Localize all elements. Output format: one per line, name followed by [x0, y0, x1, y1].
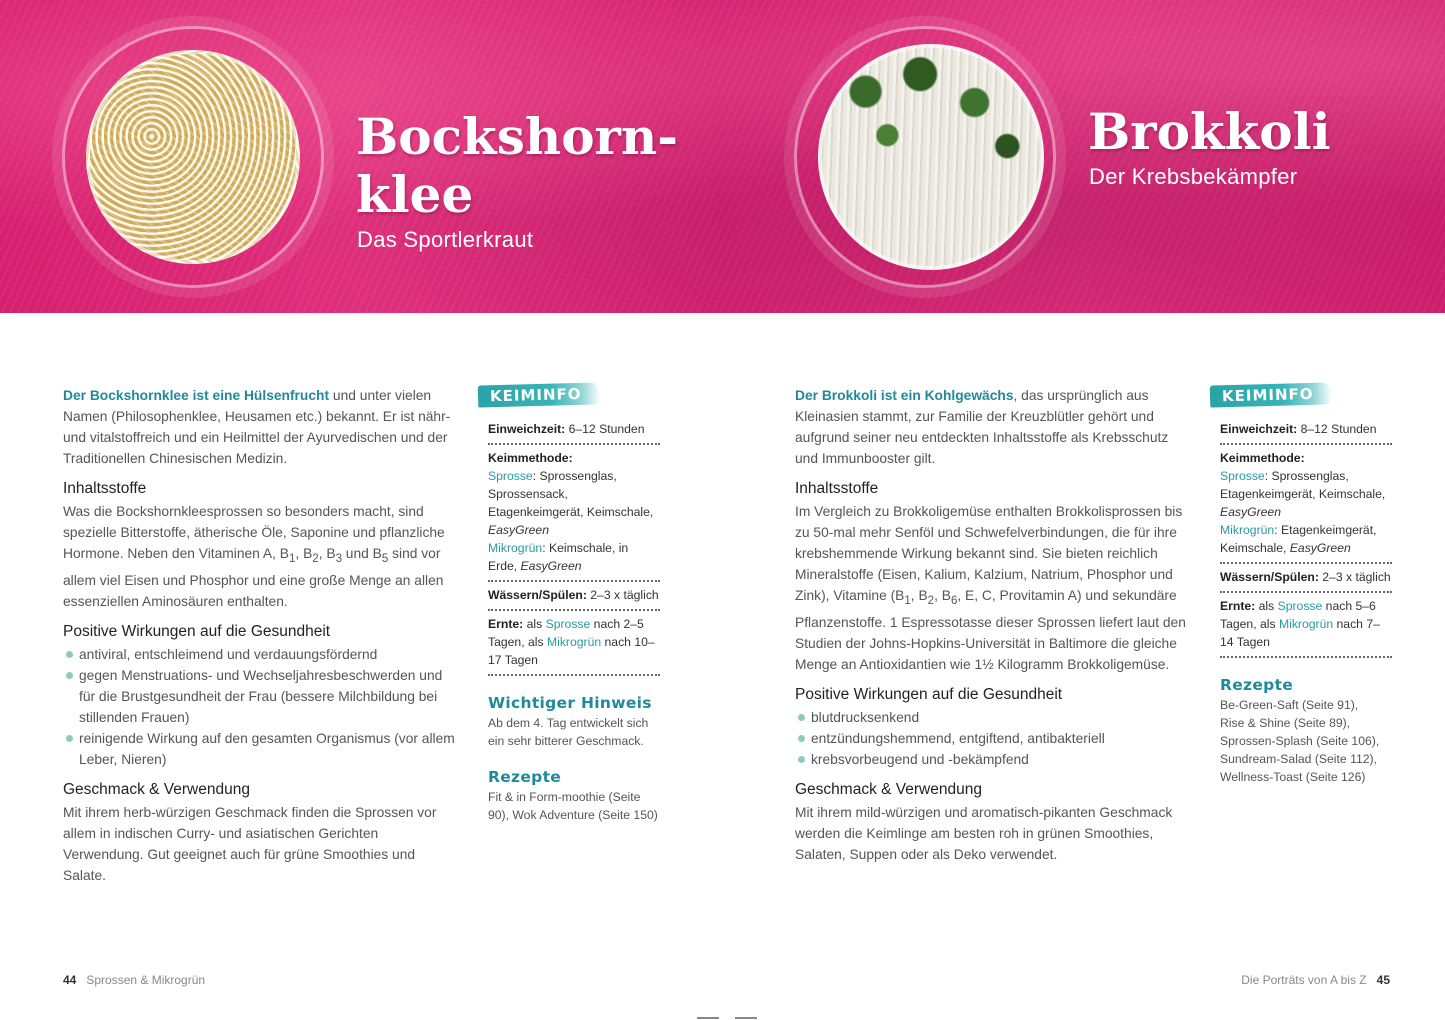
keiminfo-label: KEIMINFO [1210, 382, 1332, 407]
left-title: Bockshorn- klee [356, 107, 678, 224]
keiminfo-soak-row: Einweichzeit: 6–12 Stunden [488, 416, 660, 445]
keiminfo-method-row: Keimmethode: Sprosse: Sprossenglas, Sprossensack, Etagenkeimgerät, Keimschale, EasyGreen Mikrogrün: Keimschale, in Erde, EasyGreen [488, 445, 660, 582]
left-intro: Der Bockshornklee ist eine Hülsenfrucht und unter vielen Namen (Philosophenklee, Heusamen etc.) bekannt. Er ist nähr- und vitalstoffreich und ein Heilmittel der Ayurvedischen und der Traditionellen Chinesischen Medizin. [63, 388, 451, 466]
right-main-column [795, 385, 1187, 865]
left-recipes-title: Rezepte [488, 768, 562, 786]
keiminfo-label: KEIMINFO [478, 382, 600, 407]
right-ingredients-text: Im Vergleich zu Brokkoligemüse enthalten Brokkolisprossen bis zu 50-mal mehr Senföl und Schwefelverbindungen, die für ihre krebshemmende Wirkung bekannt sind. Sie bieten reichlich Mineralstoffe (Eisen, Kalium, Kalzium, Natrium, Phosphor und Zink), Vitamine ($B_1$, $B_2$, $B_6$, E, C, Provitamin A) und sekundäre Pflanzenstoffe. 1 Espressotasse dieser Sprossen liefert laut den Studien der Johns-Hopkins-Universität in Baltimore die gleiche Menge an Antioxidantien wie 1½ Kilogramm Brokkoligemüse. [795, 504, 1186, 672]
left-main-column [63, 385, 455, 886]
left-keiminfo-box [488, 384, 660, 824]
right-recipes-title: Rezepte [1220, 676, 1294, 694]
right-taste-text: Mit ihrem mild-würzigen und aromatisch-pikanten Geschmack werden die Keimlinge am besten roh in grünen Smoothies, Salaten, Suppen oder als Deko verwendet. [795, 804, 1173, 862]
left-page-number: 44 [63, 973, 77, 987]
list-item: gegen Menstruations- und Wechseljahresbeschwerden und für die Brustgesundheit der Frau (bessere Milchbildung bei stillenden Frauen) [63, 665, 455, 728]
left-running-title: Sprossen & Mikrogrün [86, 973, 206, 987]
right-section-title-effects: Positive Wirkungen auf die Gesundheit [795, 685, 1063, 703]
left-subtitle: Das Sportlerkraut [357, 227, 534, 252]
right-footer [1241, 973, 1390, 987]
list-item: entzündungshemmend, entgiftend, antibakteriell [795, 728, 1187, 749]
left-ingredients-text: Was die Bockshornkleesprossen so besonders macht, sind spezielle Bitterstoffe, ätherische Öle, Saponine und pflanzliche Hormone. Neben den Vitaminen A, $B_1$, $B_2$, $B_3$ und $B_5$ sind vor allem viel Eisen und Phosphor und eine große Menge an allen essenziellen Aminosäuren enthalten. [63, 504, 445, 609]
keiminfo-harvest-row: Ernte: als Sprosse nach 2–5 Tagen, als Mikrogrün nach 10–17 Tagen [488, 611, 660, 676]
important-note-text: Ab dem 4. Tag entwickelt sich ein sehr bitterer Geschmack. [488, 716, 649, 748]
broccoli-sprouts-photo [818, 44, 1044, 270]
left-section-title-taste: Geschmack & Verwendung [63, 780, 250, 798]
left-section-title-effects: Positive Wirkungen auf die Gesundheit [63, 622, 331, 640]
right-section-title-ingredients: Inhaltsstoffe [795, 480, 879, 497]
left-taste-text: Mit ihrem herb-würzigen Geschmack finden die Sprossen vor allem in indischen Curry- und asiatischen Gerichten Verwendung. Gut geeignet auch für grüne Smoothies und Salate. [63, 804, 437, 883]
right-recipes-list [1220, 696, 1392, 786]
right-section-title-taste: Geschmack & Verwendung [795, 780, 982, 798]
keiminfo-water-row: Wässern/Spülen: 2–3 x täglich [488, 582, 660, 611]
list-item: Wellness-Toast (Seite 126) [1220, 770, 1366, 784]
list-item: Sprossen-Splash (Seite 106), [1220, 734, 1380, 748]
header-banner [0, 0, 1445, 313]
left-recipes-text: Fit & in Form-moothie (Seite 90), Wok Adventure (Seite 150) [488, 790, 658, 822]
list-item: blutdrucksenkend [795, 707, 1187, 728]
list-item: Be-Green-Saft (Seite 91), [1220, 698, 1359, 712]
left-effects-list [63, 644, 455, 770]
list-item: reinigende Wirkung auf den gesamten Organismus (vor allem Leber, Nieren) [63, 728, 455, 770]
right-title: Brokkoli [1088, 102, 1331, 161]
important-note-title: Wichtiger Hinweis [488, 694, 652, 712]
right-effects-list [795, 707, 1187, 770]
right-running-title: Die Porträts von A bis Z [1241, 973, 1367, 987]
page-edge-mark-left [697, 1017, 719, 1019]
keiminfo-method-row: Keimmethode: Sprosse: Sprossenglas, Etagenkeimgerät, Keimschale, EasyGreen Mikrogrün: Etagenkeimgerät, Keimschale, EasyGreen [1220, 445, 1392, 564]
left-section-title-ingredients: Inhaltsstoffe [63, 480, 147, 497]
page-edge-mark-right [735, 1017, 757, 1019]
list-item: Sundream-Salad (Seite 112), [1220, 752, 1377, 766]
keiminfo-water-row: Wässern/Spülen: 2–3 x täglich [1220, 564, 1392, 593]
keiminfo-soak-row: Einweichzeit: 8–12 Stunden [1220, 416, 1392, 445]
list-item: krebsvorbeugend und -bekämpfend [795, 749, 1187, 770]
left-footer [63, 973, 205, 987]
right-keiminfo-box [1220, 384, 1392, 786]
right-subtitle: Der Krebsbekämpfer [1089, 164, 1298, 189]
right-page-number: 45 [1376, 973, 1390, 987]
list-item: antiviral, entschleimend und verdauungsfördernd [63, 644, 455, 665]
list-item: Rise & Shine (Seite 89), [1220, 716, 1351, 730]
keiminfo-harvest-row: Ernte: als Sprosse nach 5–6 Tagen, als Mikrogrün nach 7–14 Tagen [1220, 593, 1392, 658]
fenugreek-sprouts-photo [86, 50, 300, 264]
right-intro: Der Brokkoli ist ein Kohlgewächs, das ursprünglich aus Kleinasien stammt, zur Familie der Kreuzblütler gehört und aufgrund seiner neu entdeckten Inhaltsstoffe als Krebsschutz und Immunbooster gilt. [795, 388, 1169, 466]
